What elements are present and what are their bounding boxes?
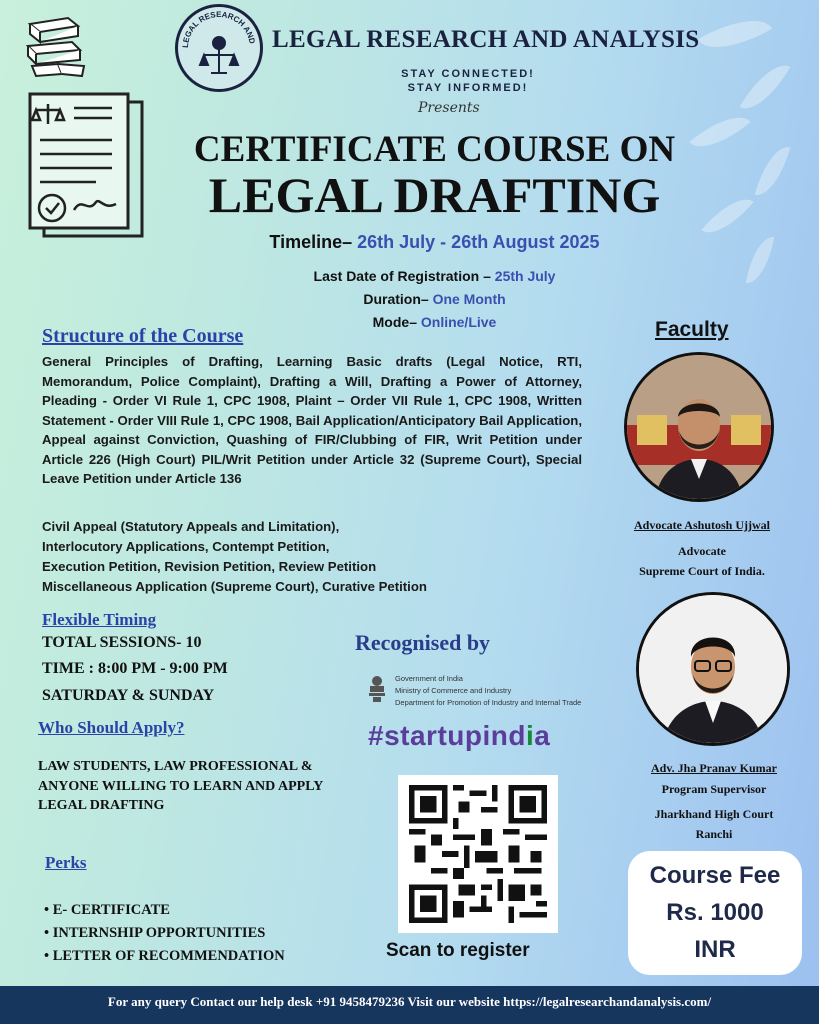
faculty-photo-1 (624, 352, 774, 502)
timeline-value: 26th July - 26th August 2025 (357, 232, 600, 252)
faculty-role-2: Program Supervisor (661, 782, 767, 796)
government-emblem-icon (366, 674, 388, 704)
flexible-timing-heading: Flexible Timing (42, 610, 157, 629)
gov-line: Government of India (395, 674, 463, 683)
session-days: SATURDAY & SUNDAY (42, 687, 215, 704)
structure-line: Execution Petition, Revision Petition, Review Petition (42, 559, 377, 574)
decorative-leaf (740, 55, 791, 119)
fee-label: Course Fee (649, 862, 781, 889)
timeline-label: Timeline– (269, 232, 353, 252)
presents-text: Presents (418, 100, 480, 116)
faculty-org-2: Jharkhand High Court (654, 807, 774, 821)
total-sessions: TOTAL SESSIONS- 10 (42, 634, 202, 651)
startupindia-i: i (525, 720, 535, 751)
gov-line: Department for Promotion of Industry and Internal Trade (395, 698, 582, 707)
perk-item: • LETTER OF RECOMMENDATION (44, 948, 285, 965)
faculty-org-1: Supreme Court of India. (639, 564, 765, 578)
course-title-line2: LEGAL DRAFTING (208, 167, 661, 223)
perk-item: • INTERNSHIP OPPORTUNITIES (44, 925, 265, 942)
startupindia-suffix: a (534, 720, 551, 751)
structure-line: Miscellaneous Application (Supreme Court), Curative Petition (42, 579, 427, 594)
who-should-apply-heading: Who Should Apply? (38, 718, 185, 737)
books-icon (22, 12, 94, 82)
perks-heading: Perks (45, 853, 87, 872)
registration-label: Last Date of Registration – (313, 268, 491, 284)
duration-value: One Month (432, 291, 506, 307)
startupindia-logo (368, 720, 550, 752)
decorative-leaf (698, 4, 773, 63)
faculty-name-1: Advocate Ashutosh Ujjwal (633, 518, 770, 532)
recognised-by-heading: Recognised by (355, 630, 491, 655)
fee-currency: INR (694, 936, 736, 963)
timeline (0, 232, 819, 253)
faculty-photo-2 (636, 592, 790, 746)
startupindia-text: #startupind (368, 720, 526, 751)
course-title-line1: CERTIFICATE COURSE ON (193, 129, 676, 170)
structure-heading: Structure of the Course (42, 325, 244, 347)
session-time: TIME : 8:00 PM - 9:00 PM (42, 660, 228, 677)
tagline-connected: STAY CONNECTED! (401, 68, 535, 80)
duration-label: Duration– (363, 291, 429, 307)
duration (0, 291, 819, 307)
course-fee-box (628, 851, 802, 975)
organization-name: LEGAL RESEARCH AND ANALYSIS (272, 26, 700, 53)
registration-deadline (0, 268, 819, 284)
mode-value: Online/Live (420, 314, 497, 330)
who-should-apply-text: LAW STUDENTS, LAW PROFESSIONAL & ANYONE WILLING TO LEARN AND APPLY LEGAL DRAFTING (38, 759, 323, 813)
contact-footer: For any query Contact our help desk +91 9458479236 Visit our website https://legalresearchandanalysis.com/ (0, 986, 819, 1024)
faculty-name-2: Adv. Jha Pranav Kumar (650, 761, 777, 775)
structure-line: Interlocutory Applications, Contempt Petition, (42, 539, 330, 554)
tagline-informed: STAY INFORMED! (407, 82, 529, 94)
mode-label: Mode– (372, 314, 417, 330)
structure-paragraph: General Principles of Drafting, Learning Basic drafts (Legal Notice, RTI, Memorandum, Police Complaint), Drafting a Will, Drafting a Power of Attorney, Pleading - Order VI Rule 1, CPC 1908, Plaint – Order VII Rule 1, CPC 1908, Written Statement - Order VIII Rule 1, CPC 1908, Bail Application/Anticipatory Bail Application, Appeal against Conviction, Quashing of FIR/Clubbing of FIR, Writ Petition under Article 226 (High Court) PIL/Writ Petition under Article 32 (Supreme Court), Special Leave Petition under Article 136 (42, 354, 582, 486)
logo-text: LEGAL RESEARCH AND (180, 9, 257, 49)
organization-logo (175, 4, 263, 92)
faculty-heading: Faculty (655, 318, 729, 341)
registration-qr-code[interactable] (398, 775, 558, 933)
faculty-city-2: Ranchi (695, 827, 733, 841)
scan-to-register-label: Scan to register (386, 940, 530, 961)
gov-line: Ministry of Commerce and Industry (395, 686, 512, 695)
registration-value: 25th July (494, 268, 556, 284)
fee-amount: Rs. 1000 (666, 899, 764, 926)
structure-line: Civil Appeal (Statutory Appeals and Limitation), (42, 519, 340, 534)
perk-item: • E- CERTIFICATE (44, 902, 170, 919)
faculty-role-1: Advocate (678, 544, 726, 558)
